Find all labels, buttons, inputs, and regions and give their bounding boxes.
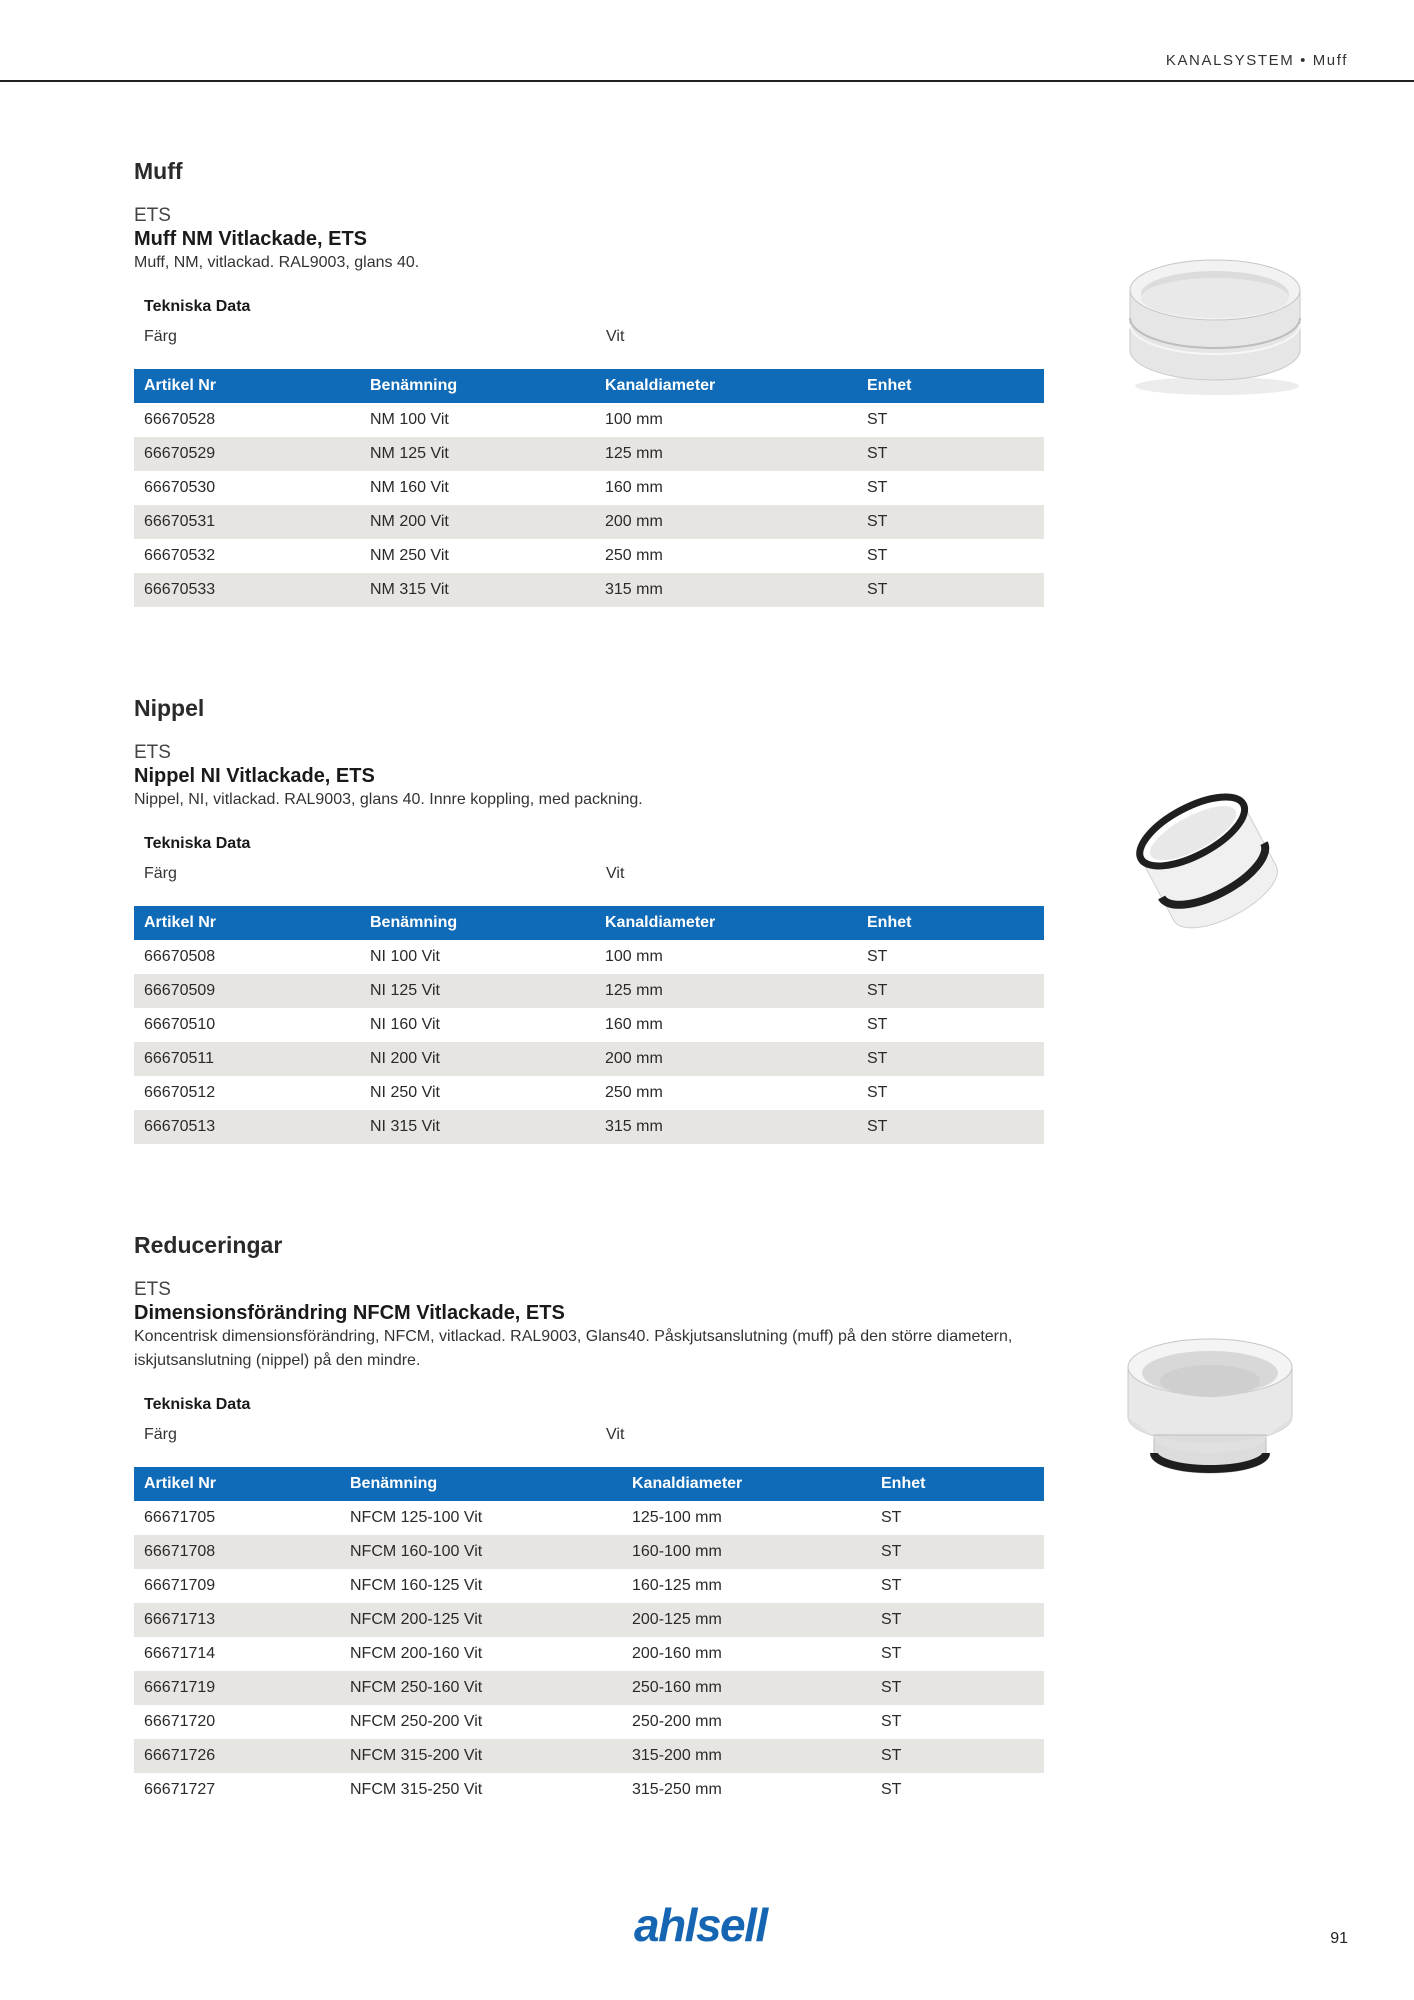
table-cell: ST: [867, 948, 888, 965]
table-row: [134, 403, 1044, 437]
header-divider: [0, 80, 1414, 82]
section-muff: [134, 158, 1044, 607]
brand-label: ETS: [134, 1279, 171, 1300]
product-description: Nippel, NI, vitlackad. RAL9003, glans 40. Innre koppling, med packning.: [134, 791, 643, 808]
page-number: 91: [1330, 1930, 1348, 1947]
table-row: [134, 539, 1044, 573]
tech-data-row: [134, 856, 1044, 890]
table-cell: ST: [881, 1577, 902, 1594]
table-cell: NI 100 Vit: [370, 948, 440, 965]
table-cell: ST: [857, 974, 1044, 1008]
column-header: Artikel Nr: [134, 906, 360, 940]
column-header: Artikel Nr: [134, 369, 360, 403]
table-row: [134, 1773, 1044, 1807]
table-cell: 66670532: [144, 547, 216, 564]
table-cell: NI 315 Vit: [360, 1110, 595, 1144]
table-cell: 66670509: [134, 974, 360, 1008]
table-cell: 160 mm: [605, 1016, 663, 1033]
column-header: Benämning: [360, 369, 595, 403]
ahlsell-logo: ahlsell: [634, 1899, 767, 1951]
table-row: [134, 1501, 1044, 1535]
table-cell: ST: [881, 1509, 902, 1526]
table-cell: ST: [881, 1713, 902, 1730]
column-header: Benämning: [360, 906, 595, 940]
table-cell: NI 160 Vit: [370, 1016, 440, 1033]
table-cell: 250 mm: [605, 1084, 663, 1101]
running-header: KANALSYSTEM • Muff: [1165, 52, 1348, 69]
table-row: [134, 974, 1044, 1008]
table-cell: 66671727: [144, 1781, 216, 1798]
table-header-row: [134, 906, 1044, 940]
table-cell: 160-125 mm: [632, 1577, 722, 1594]
table-cell: NM 315 Vit: [360, 573, 595, 607]
table-cell: ST: [881, 1781, 902, 1798]
table-cell: NM 200 Vit: [360, 505, 595, 539]
table-row: [134, 1739, 1044, 1773]
table-cell: 125 mm: [595, 437, 857, 471]
table-cell: 66671719: [134, 1671, 340, 1705]
table-cell: ST: [857, 1042, 1044, 1076]
table-cell: 66670508: [144, 948, 216, 965]
table-cell: 66670530: [144, 479, 216, 496]
table-header-row: [134, 1467, 1044, 1501]
brand-label: ETS: [134, 205, 171, 226]
table-cell: 66670528: [144, 411, 216, 428]
table-cell: 250-160 mm: [622, 1671, 871, 1705]
table-cell: NM 160 Vit: [370, 479, 449, 496]
table-cell: ST: [867, 479, 888, 496]
table-cell: NFCM 200-125 Vit: [340, 1603, 622, 1637]
section-title: Reduceringar: [134, 1232, 283, 1258]
table-cell: NFCM 200-160 Vit: [350, 1645, 483, 1662]
tech-data-label: Färg: [144, 1426, 177, 1443]
table-cell: NFCM 125-100 Vit: [350, 1509, 483, 1526]
table-cell: 66671726: [134, 1739, 340, 1773]
table-cell: 200 mm: [595, 505, 857, 539]
product-description: Koncentrisk dimensionsförändring, NFCM, vitlackad. RAL9003, Glans40. Påskjutsanslutning (muff) på den större diametern, iskjutsanslutning (nippel) på den mindre.: [134, 1328, 1013, 1369]
table-row: [134, 1008, 1044, 1042]
tech-data-heading: Tekniska Data: [144, 835, 251, 852]
table-cell: 160-100 mm: [622, 1535, 871, 1569]
table-row: [134, 573, 1044, 607]
table-row: [134, 1076, 1044, 1110]
table-cell: ST: [871, 1603, 1044, 1637]
tech-data-heading: Tekniska Data: [144, 298, 251, 315]
brand-label: ETS: [134, 742, 171, 763]
product-description: Muff, NM, vitlackad. RAL9003, glans 40.: [134, 254, 420, 271]
table-cell: 66671720: [144, 1713, 216, 1730]
table-row: [134, 505, 1044, 539]
table-cell: ST: [867, 1084, 888, 1101]
table-row: [134, 437, 1044, 471]
table-cell: ST: [857, 505, 1044, 539]
table-cell: ST: [867, 411, 888, 428]
table-cell: NI 125 Vit: [360, 974, 595, 1008]
product-name: Dimensionsförändring NFCM Vitlackade, ETS: [134, 1302, 565, 1324]
table-header-row: [134, 369, 1044, 403]
table-cell: 66670512: [144, 1084, 216, 1101]
table-cell: NI 200 Vit: [360, 1042, 595, 1076]
table-cell: 200-125 mm: [622, 1603, 871, 1637]
table-cell: NFCM 315-250 Vit: [350, 1781, 483, 1798]
table-cell: 66671714: [144, 1645, 216, 1662]
product-name: Muff NM Vitlackade, ETS: [134, 228, 368, 250]
table-cell: 315 mm: [595, 1110, 857, 1144]
table-cell: 250 mm: [605, 547, 663, 564]
table-cell: NFCM 250-160 Vit: [340, 1671, 622, 1705]
table-row: [134, 1569, 1044, 1603]
table-row: [134, 940, 1044, 974]
table-cell: ST: [867, 1016, 888, 1033]
table-cell: ST: [867, 547, 888, 564]
table-cell: NM 100 Vit: [370, 411, 449, 428]
column-header: Artikel Nr: [134, 1467, 340, 1501]
table-cell: 66671713: [134, 1603, 340, 1637]
column-header: Benämning: [340, 1467, 622, 1501]
column-header: Kanaldiameter: [595, 369, 857, 403]
table-row: [134, 1637, 1044, 1671]
column-header: Enhet: [857, 906, 1044, 940]
table-cell: 66670510: [144, 1016, 216, 1033]
article-table: [134, 1467, 1044, 1807]
table-cell: 315 mm: [595, 573, 857, 607]
table-cell: 66670513: [134, 1110, 360, 1144]
table-cell: ST: [857, 437, 1044, 471]
table-cell: 66670531: [134, 505, 360, 539]
table-cell: 315-200 mm: [622, 1739, 871, 1773]
tech-data-row: [134, 1417, 1044, 1451]
table-cell: NFCM 250-200 Vit: [350, 1713, 483, 1730]
table-cell: NFCM 160-100 Vit: [340, 1535, 622, 1569]
table-cell: 125 mm: [595, 974, 857, 1008]
table-cell: NM 125 Vit: [360, 437, 595, 471]
table-cell: 200 mm: [595, 1042, 857, 1076]
column-header: Enhet: [871, 1467, 1044, 1501]
table-row: [134, 1110, 1044, 1144]
nippel-product-image: [1130, 785, 1290, 945]
table-cell: 100 mm: [605, 948, 663, 965]
table-cell: NI 250 Vit: [370, 1084, 440, 1101]
table-row: [134, 1705, 1044, 1739]
table-cell: 315-250 mm: [632, 1781, 722, 1798]
table-cell: ST: [881, 1645, 902, 1662]
section-nippel: [134, 695, 1044, 1144]
table-cell: ST: [857, 573, 1044, 607]
tech-data-value: Vit: [606, 328, 625, 345]
product-name: Nippel NI Vitlackade, ETS: [134, 765, 375, 787]
table-cell: ST: [871, 1535, 1044, 1569]
table-cell: 66671709: [144, 1577, 216, 1594]
reducer-product-image: [1120, 1325, 1300, 1485]
table-cell: 160 mm: [605, 479, 663, 496]
tech-data-row: [134, 319, 1044, 353]
column-header: Enhet: [857, 369, 1044, 403]
tech-data-value: Vit: [606, 865, 625, 882]
table-cell: ST: [871, 1739, 1044, 1773]
table-cell: 125-100 mm: [632, 1509, 722, 1526]
table-cell: ST: [857, 1110, 1044, 1144]
tech-data-label: Färg: [144, 328, 177, 345]
article-table: [134, 906, 1044, 1144]
table-cell: 66671705: [144, 1509, 216, 1526]
table-cell: NFCM 160-125 Vit: [350, 1577, 483, 1594]
table-cell: 100 mm: [605, 411, 663, 428]
section-title: Muff: [134, 158, 183, 184]
table-cell: 66671708: [134, 1535, 340, 1569]
table-cell: 250-200 mm: [632, 1713, 722, 1730]
table-cell: 66670533: [134, 573, 360, 607]
table-cell: ST: [871, 1671, 1044, 1705]
table-row: [134, 1603, 1044, 1637]
article-table: [134, 369, 1044, 607]
table-cell: 66670511: [134, 1042, 360, 1076]
column-header: Kanaldiameter: [595, 906, 857, 940]
tech-data-value: Vit: [606, 1426, 625, 1443]
muff-product-image: [1120, 250, 1310, 400]
table-cell: NFCM 315-200 Vit: [340, 1739, 622, 1773]
column-header: Kanaldiameter: [622, 1467, 871, 1501]
tech-data-heading: Tekniska Data: [144, 1396, 251, 1413]
table-row: [134, 1042, 1044, 1076]
table-row: [134, 1671, 1044, 1705]
table-cell: 66670529: [134, 437, 360, 471]
table-cell: 200-160 mm: [632, 1645, 722, 1662]
table-row: [134, 1535, 1044, 1569]
tech-data-label: Färg: [144, 865, 177, 882]
section-title: Nippel: [134, 695, 205, 721]
table-cell: NM 250 Vit: [370, 547, 449, 564]
table-row: [134, 471, 1044, 505]
section-reduceringar: [134, 1232, 1044, 1807]
